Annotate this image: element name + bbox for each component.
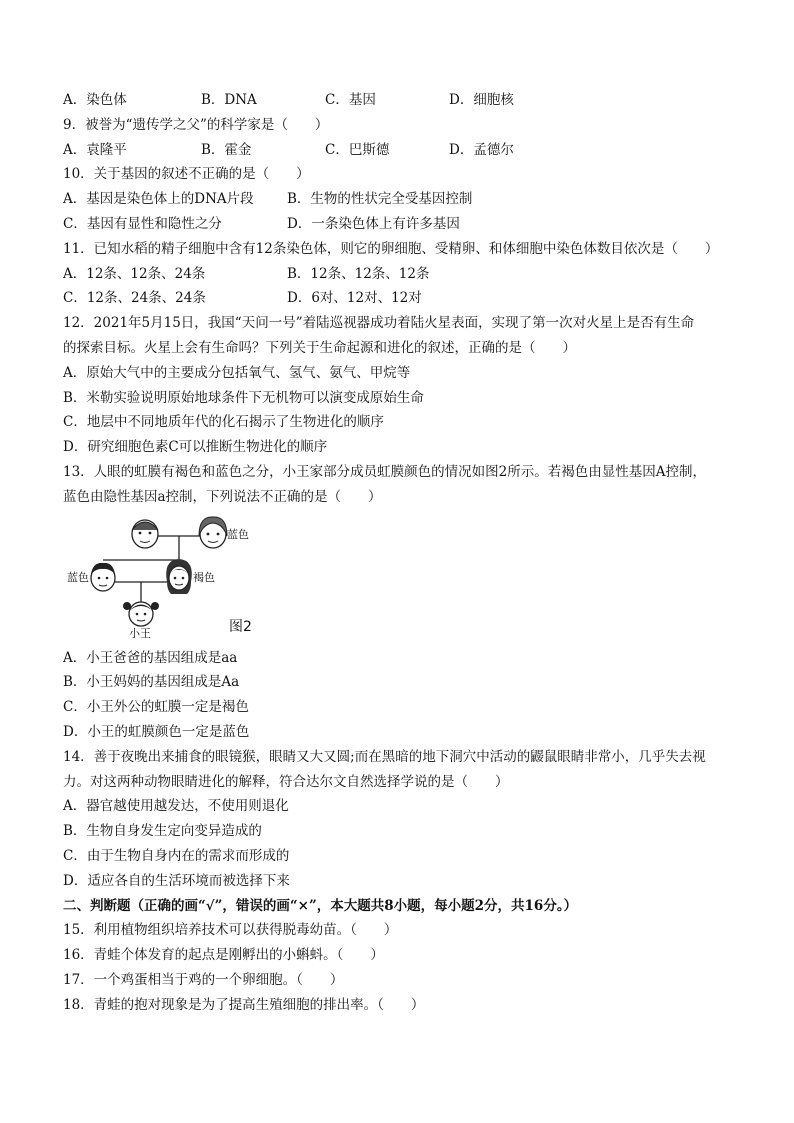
q14-option-d[interactable]: D．适应各自的生活环境而被选择下来 [63,872,290,889]
mom-eye-color-label: 褐色 [193,570,215,584]
q10-options-row2 [63,212,743,237]
q8-option-b[interactable]: B．DNA [201,92,257,108]
q11-options-row2 [63,286,743,311]
q11-option-a[interactable]: A．12条、12条、24条 [63,265,206,282]
q13-stem-line1: 13．人眼的虹膜有褐色和蓝色之分，小王家部分成员虹膜颜色的情况如图2所示。若褐色由显性基因A控制， [63,463,707,480]
q8-option-a[interactable]: A．染色体 [63,92,127,108]
q18-statement[interactable]: 18．青蛙的抱对现象是为了提高生殖细胞的排出率。（ ） [63,996,425,1013]
q9-option-c[interactable]: C．巴斯德 [325,141,390,158]
q12-stem-line1: 12．2021年5月15日，我国“天问一号”着陆巡视器成功着陆火星表面，实现了第一次对火星上是否有生命 [63,315,695,332]
q13-option-a[interactable]: A．小王爸爸的基因组成是aa [63,649,238,666]
q10-stem: 10．关于基因的叙述不正确的是（ ） [63,166,310,183]
q11-options-row1 [63,262,743,287]
q10-options-row1 [63,187,743,212]
q13-option-d[interactable]: D．小王的虹膜颜色一定是蓝色 [63,723,250,740]
q11-option-c[interactable]: C．12条、24条、24条 [63,290,206,307]
q9-option-a[interactable]: A．袁隆平 [63,141,127,158]
q13-option-b[interactable]: B．小王妈妈的基因组成是Aa [63,674,240,691]
q17-statement[interactable]: 17．一个鸡蛋相当于鸡的一个卵细胞。（ ） [63,971,344,988]
grandpa-face-icon [132,520,158,548]
q12-option-d[interactable]: D．研究细胞色素C可以推断生物进化的顺序 [63,439,328,456]
q14-stem-line1: 14．善于夜晚出来捕食的眼镜猴，眼睛又大又圆;而在黑暗的地下洞穴中活动的鼹鼠眼睛非常小，几乎失去视 [63,748,706,765]
q10-option-b[interactable]: B．生物的性状完全受基因控制 [287,191,473,208]
q12-option-c[interactable]: C．地层中不同地质年代的化石揭示了生物进化的顺序 [63,414,384,431]
q10-option-d[interactable]: D．一条染色体上有许多基因 [287,215,460,232]
q8-option-c[interactable]: C．基因 [325,92,376,108]
grandma-face-icon [199,516,227,547]
q12-option-a[interactable]: A．原始大气中的主要成分包括氧气、氢气、氨气、甲烷等 [63,364,411,381]
q9-option-d[interactable]: D．孟德尔 [449,141,514,158]
q14-option-b[interactable]: B．生物自身发生定向变异造成的 [63,823,262,840]
q14-option-a[interactable]: A．器官越使用越发达，不使用则退化 [63,798,289,815]
q10-option-a[interactable]: A．基因是染色体上的DNA片段 [63,191,254,208]
q9-option-b[interactable]: B．霍金 [201,141,252,158]
grandma-eye-color-label: 蓝色 [227,527,249,541]
q16-statement[interactable]: 16．青蛙个体发育的起点是刚孵出的小蝌蚪。（ ） [63,947,384,964]
q9-options [63,138,743,163]
figure-caption: 图2 [229,618,252,635]
mom-face-icon [166,559,192,594]
q13-option-c[interactable]: C．小王外公的虹膜一定是褐色 [63,699,249,716]
q14-option-c[interactable]: C．由于生物自身内在的需求而形成的 [63,847,290,864]
q8-options [63,88,743,113]
q11-stem: 11．已知水稻的精子细胞中含有12条染色体，则它的卵细胞、受精卵、和体细胞中染色体数目依次是（ ） [63,240,719,257]
family-pedigree-figure [63,514,263,640]
q8-option-d[interactable]: D．细胞核 [449,92,514,108]
dad-face-icon [91,562,115,590]
q12-option-b[interactable]: B．米勒实验说明原始地球条件下无机物可以演变成原始生命 [63,389,424,406]
dad-eye-color-label: 蓝色 [67,570,89,584]
section2-heading: 二、判断题（正确的画“√”，错误的画“×”，本大题共8小题，每小题2分，共16分。） [63,897,578,914]
child-face-icon [123,602,159,626]
q13-stem-line2: 蓝色由隐性基因a控制，下列说法不正确的是（ ） [63,488,382,505]
q15-statement[interactable]: 15．利用植物组织培养技术可以获得脱毒幼苗。（ ） [63,922,398,939]
q10-option-c[interactable]: C．基因有显性和隐性之分 [63,215,222,232]
exam-page [63,88,743,1018]
q9-stem: 9．被誉为“遗传学之父”的科学家是（ ） [63,116,329,133]
q14-stem-line2: 力。对这两种动物眼睛进化的解释，符合达尔文自然选择学说的是（ ） [63,773,509,790]
child-name-label: 小王 [129,626,151,640]
q12-stem-line2: 的探索目标。火星上会有生命吗？下列关于生命起源和进化的叙述，正确的是（ ） [63,339,576,356]
q11-option-b[interactable]: B．12条、12条、12条 [287,265,430,282]
q11-option-d[interactable]: D．6对、12对、12对 [287,290,422,307]
